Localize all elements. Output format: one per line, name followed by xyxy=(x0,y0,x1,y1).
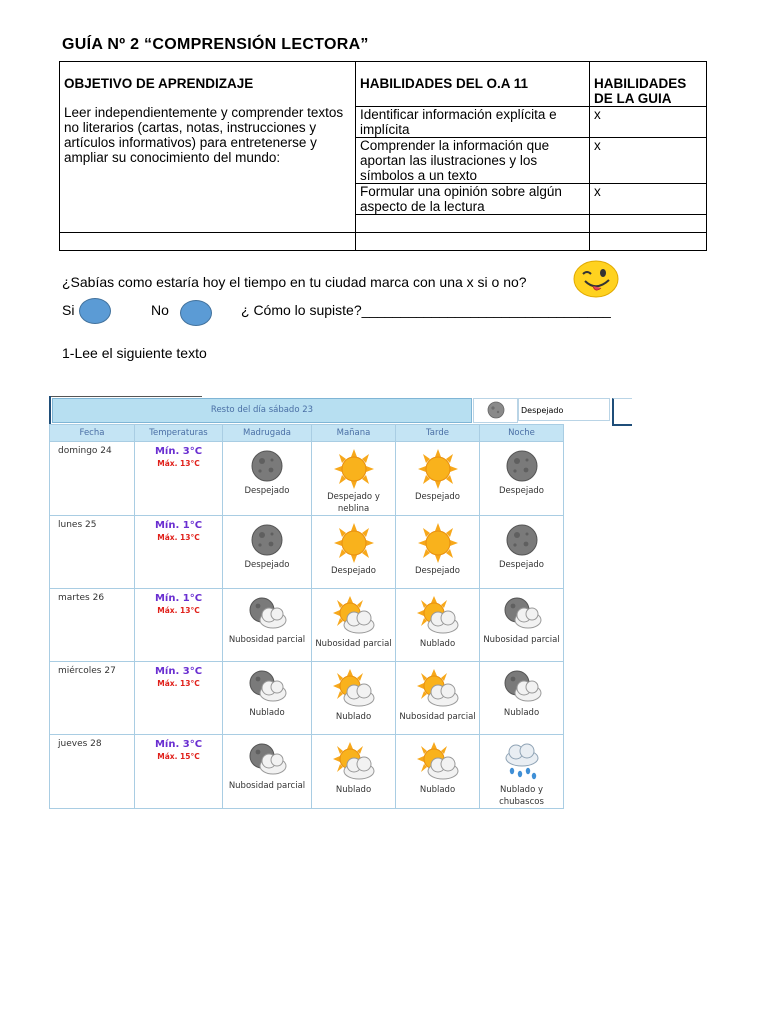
period-cell xyxy=(480,442,564,516)
day-label: domingo 24 xyxy=(58,446,112,456)
day-label: jueves 28 xyxy=(58,739,102,749)
header-noche: Noche xyxy=(480,425,564,442)
day-cell xyxy=(50,662,135,735)
header-fecha: Fecha xyxy=(50,425,135,442)
skill-cell: Comprender la información que aportan las ilustraciones y los símbolos a un texto xyxy=(356,138,590,184)
min-temp: Mín. 3°C xyxy=(154,446,203,457)
weather-row xyxy=(50,662,564,735)
objective-text: Leer independientemente y comprender textos no literarios (cartas, notas, instrucciones y artículos informativos) para entretenerse y ampliar su conocimiento del mundo: xyxy=(64,105,344,165)
min-temp: Mín. 3°C xyxy=(154,739,203,750)
condition-label: Nublado xyxy=(249,708,285,718)
weather-row xyxy=(50,442,564,516)
weather-row xyxy=(50,735,564,809)
winking-face-icon xyxy=(573,260,619,298)
condition-label: Despejado xyxy=(415,492,460,502)
temperature-cell xyxy=(135,516,223,589)
condition-label: Despejado xyxy=(415,566,460,576)
period-cell xyxy=(223,735,312,809)
sun-icon xyxy=(396,449,479,489)
sun-cloud-icon xyxy=(312,669,395,709)
objectives-table xyxy=(59,61,707,251)
condition-label: Nubosidad parcial xyxy=(228,635,306,645)
period-cell xyxy=(223,662,312,735)
condition-label: Nubosidad parcial xyxy=(399,712,476,722)
period-cell xyxy=(223,589,312,662)
skill-mark: x xyxy=(590,184,707,215)
instruction-text: 1-Lee el siguiente texto xyxy=(62,345,207,361)
decorative-border xyxy=(612,398,632,426)
period-cell xyxy=(312,442,396,516)
option-si-label: Si xyxy=(62,302,75,318)
min-temp: Mín. 1°C xyxy=(154,520,203,531)
banner-icon-box xyxy=(473,398,518,423)
moon-icon xyxy=(485,401,507,419)
sun-cloud-icon xyxy=(312,596,395,636)
moon-cloud-icon xyxy=(480,669,563,705)
period-cell xyxy=(396,735,480,809)
period-cell xyxy=(312,589,396,662)
weather-forecast-image xyxy=(49,396,581,807)
day-label: miércoles 27 xyxy=(58,666,116,676)
moon-cloud-icon xyxy=(223,742,311,778)
condition-label: Despejado xyxy=(244,560,290,570)
skill-cell: Formular una opinión sobre algún aspecto de la lectura xyxy=(356,184,590,215)
sun-icon xyxy=(312,523,395,563)
condition-label: Despejado xyxy=(499,560,544,570)
day-cell xyxy=(50,735,135,809)
empty-cell xyxy=(356,233,590,251)
condition-label: Nublado xyxy=(335,712,372,722)
period-cell xyxy=(396,662,480,735)
condition-label: Despejado xyxy=(499,486,544,496)
min-temp: Mín. 1°C xyxy=(154,593,203,604)
skill-cell: Identificar información explícita e implícita xyxy=(356,107,590,138)
banner-condition: Despejado xyxy=(518,398,610,421)
moon-icon xyxy=(480,523,563,557)
sun-cloud-icon xyxy=(396,742,479,782)
day-label: lunes 25 xyxy=(58,520,97,530)
objective-cell xyxy=(60,62,356,233)
empty-cell xyxy=(60,233,356,251)
moon-cloud-icon xyxy=(223,669,311,705)
rest-of-day-banner: Resto del día sábado 23 xyxy=(52,398,472,423)
weather-row xyxy=(50,516,564,589)
condition-label: Despejado y neblina xyxy=(327,492,380,514)
moon-icon xyxy=(480,449,563,483)
moon-icon xyxy=(223,449,311,483)
empty-cell xyxy=(590,215,707,233)
condition-label: Nublado xyxy=(335,785,372,795)
period-cell xyxy=(396,516,480,589)
period-cell xyxy=(312,516,396,589)
max-temp: Máx. 13°C xyxy=(157,459,200,468)
objective-header: OBJETIVO DE APRENDIZAJE xyxy=(64,76,254,91)
temperature-cell xyxy=(135,589,223,662)
period-cell xyxy=(396,589,480,662)
option-no-oval[interactable] xyxy=(180,300,212,326)
min-temp: Mín. 3°C xyxy=(154,666,203,677)
temperature-cell xyxy=(135,662,223,735)
day-cell xyxy=(50,516,135,589)
moon-cloud-icon xyxy=(223,596,311,632)
rain-cloud-icon xyxy=(480,742,563,782)
skills-header-cell xyxy=(356,62,590,107)
skill-mark: x xyxy=(590,138,707,184)
moon-cloud-icon xyxy=(480,596,563,632)
condition-label: Nubosidad parcial xyxy=(315,639,392,649)
condition-label: Despejado xyxy=(244,486,290,496)
period-cell xyxy=(312,662,396,735)
page-title: GUÍA Nº 2 “COMPRENSIÓN LECTORA” xyxy=(62,36,369,53)
empty-cell xyxy=(590,233,707,251)
option-si-oval[interactable] xyxy=(79,298,111,324)
condition-label: Despejado xyxy=(331,566,376,576)
condition-label: Nublado xyxy=(419,639,456,649)
condition-label: Nubosidad parcial xyxy=(228,781,306,791)
moon-icon xyxy=(223,523,311,557)
condition-label: Nublado xyxy=(419,785,456,795)
how-question: ¿ Cómo lo supiste?________________________________ xyxy=(241,302,611,318)
condition-label: Nublado y chubascos xyxy=(499,785,544,807)
day-cell xyxy=(50,589,135,662)
period-cell xyxy=(480,589,564,662)
period-cell xyxy=(480,516,564,589)
day-label: martes 26 xyxy=(58,593,105,603)
option-no-label: No xyxy=(151,302,169,318)
period-cell xyxy=(223,442,312,516)
sun-cloud-icon xyxy=(312,742,395,782)
decorative-line xyxy=(49,396,202,397)
skill-mark: x xyxy=(590,107,707,138)
sun-cloud-icon xyxy=(396,669,479,709)
header-tarde: Tarde xyxy=(396,425,480,442)
weather-question: ¿Sabías como estaría hoy el tiempo en tu ciudad marca con una x si o no? xyxy=(62,274,527,290)
max-temp: Máx. 13°C xyxy=(157,533,200,542)
header-manana: Mañana xyxy=(312,425,396,442)
temperature-cell xyxy=(135,735,223,809)
empty-cell xyxy=(356,215,590,233)
guide-skills-header-cell xyxy=(590,62,707,107)
day-cell xyxy=(50,442,135,516)
max-temp: Máx. 15°C xyxy=(157,752,200,761)
period-cell xyxy=(396,442,480,516)
period-cell xyxy=(312,735,396,809)
header-madrugada: Madrugada xyxy=(223,425,312,442)
temperature-cell xyxy=(135,442,223,516)
period-cell xyxy=(480,735,564,809)
sun-icon xyxy=(396,523,479,563)
max-temp: Máx. 13°C xyxy=(157,679,200,688)
weather-table xyxy=(49,424,564,809)
period-cell xyxy=(223,516,312,589)
weather-row xyxy=(50,589,564,662)
max-temp: Máx. 13°C xyxy=(157,606,200,615)
sun-cloud-icon xyxy=(396,596,479,636)
condition-label: Nublado xyxy=(503,708,540,718)
condition-label: Nubosidad parcial xyxy=(483,635,560,645)
skills-header: HABILIDADES DEL O.A 11 xyxy=(360,76,529,91)
guide-skills-header: HABILIDADES DE LA GUIA xyxy=(594,76,687,106)
sun-icon xyxy=(312,449,395,489)
header-temperaturas: Temperaturas xyxy=(135,425,223,442)
period-cell xyxy=(480,662,564,735)
